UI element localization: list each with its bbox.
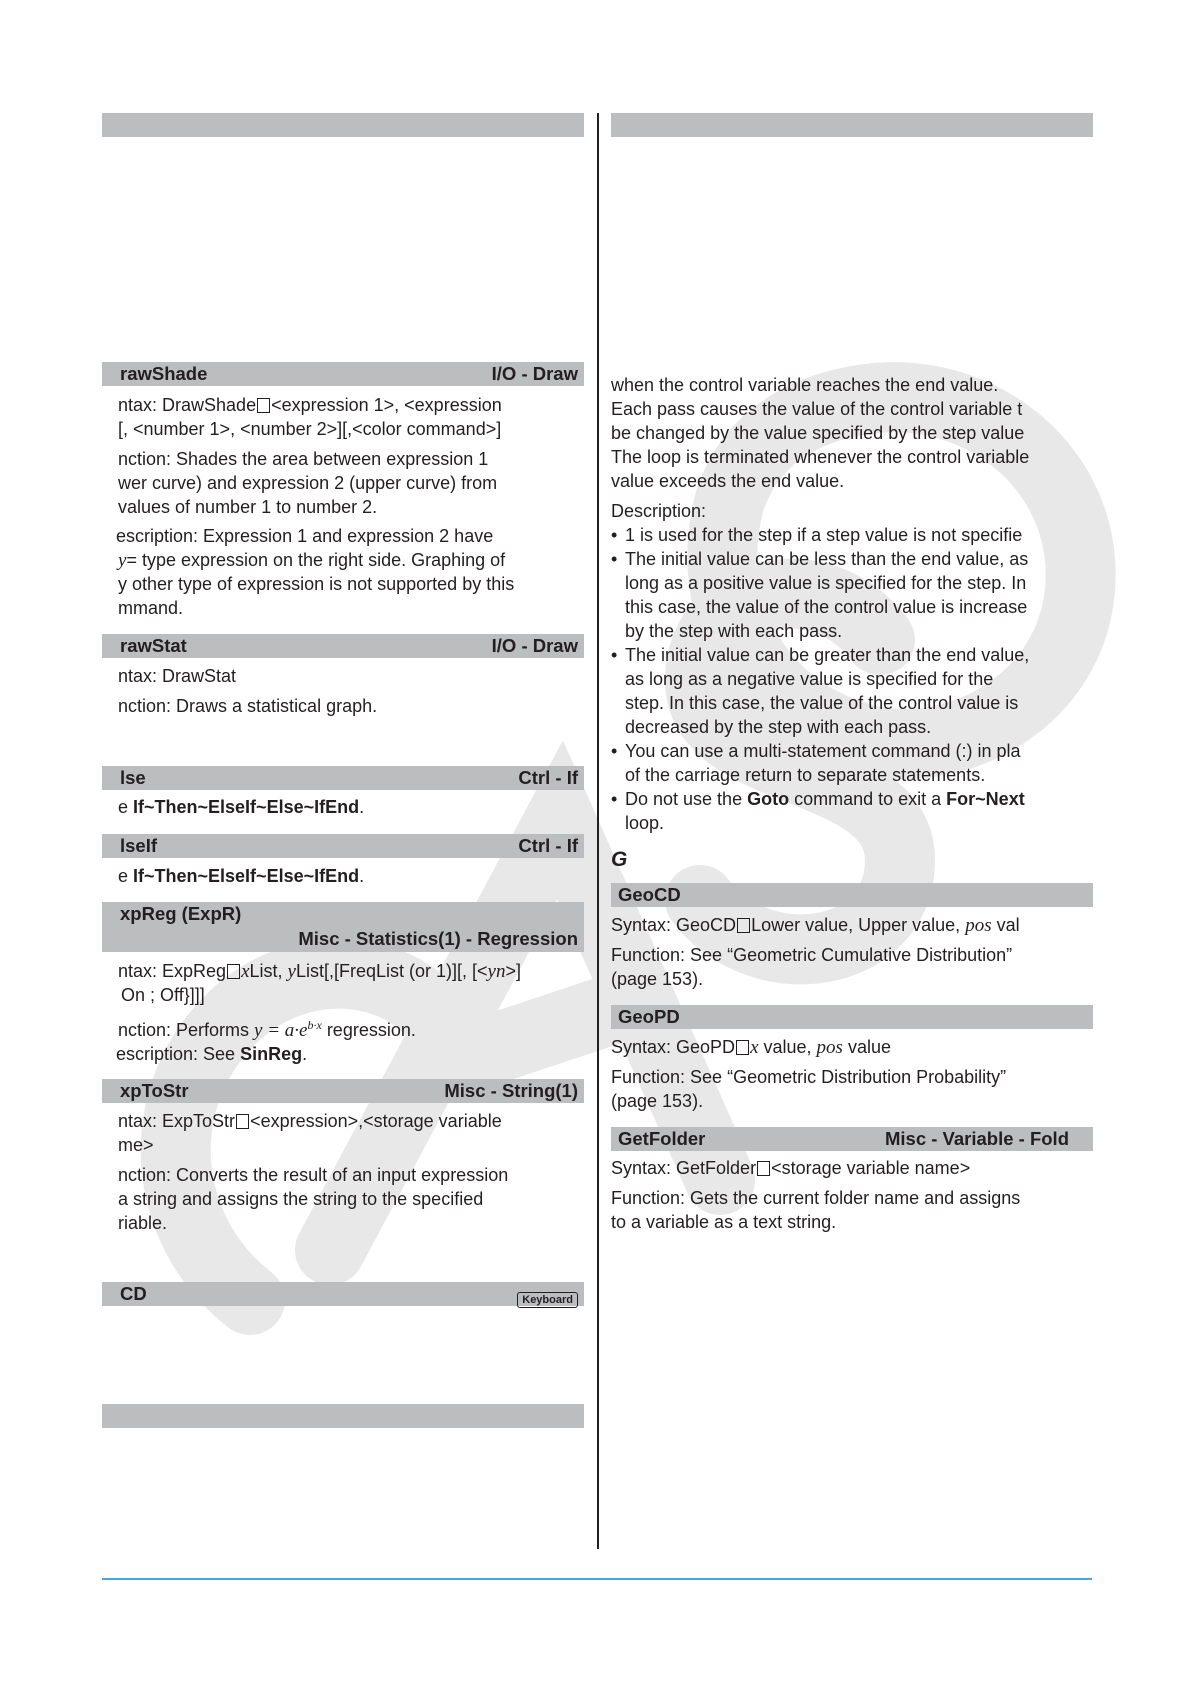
- bullet-item: • 1 is used for the step if a step value is not specifie: [611, 525, 1023, 545]
- function-line: Function: See “Geometric Distribution Probability”: [611, 1067, 1007, 1087]
- command-title: CD: [120, 1283, 147, 1304]
- keyboard-badge: Keyboard: [517, 1292, 578, 1308]
- function-line: Function: See “Geometric Cumulative Distribution”: [611, 945, 1013, 965]
- entry-header-drawstat: [102, 634, 584, 658]
- space-symbol-icon: [736, 1040, 749, 1055]
- function-line: nction: Converts the result of an input expression: [118, 1165, 509, 1185]
- space-symbol-icon: [227, 964, 240, 979]
- command-category: Misc - Variable - Fold: [884, 1128, 1069, 1149]
- syntax-line: On ; Off}]]]: [121, 985, 205, 1005]
- syntax-line: Syntax: GeoPD x value, pos value: [611, 1037, 891, 1058]
- entry-header-drawshade: [102, 362, 584, 386]
- description-line: escription: See SinReg.: [116, 1044, 308, 1064]
- body-line: be changed by the value specified by the step value: [611, 423, 1025, 443]
- space-symbol-icon: [236, 1114, 249, 1129]
- command-title: GeoPD: [618, 1006, 680, 1027]
- entry-header-getfolder: [611, 1127, 1093, 1151]
- bullet-item: • Do not use the Goto command to exit a For~Next: [611, 789, 1025, 809]
- entry-header-gcd: [102, 1282, 584, 1306]
- entry-header-expreg: [102, 902, 584, 952]
- command-category: I/O - Draw: [491, 363, 578, 384]
- bullet-continuation: long as a positive value is specified for the step. In: [625, 573, 1027, 593]
- entry-header-elseif: [102, 834, 584, 858]
- see-reference-line: e If~Then~ElseIf~Else~IfEnd.: [118, 866, 365, 886]
- function-line: nction: Draws a statistical graph.: [118, 696, 378, 716]
- space-symbol-icon: [737, 918, 750, 933]
- syntax-line: Syntax: GetFolder <storage variable name>: [611, 1158, 971, 1178]
- footer-rule: [102, 1578, 1092, 1580]
- entry-header-blank-top-right: [611, 113, 1093, 137]
- bullet-continuation: step. In this case, the value of the control value is: [625, 693, 1019, 713]
- command-title: xpToStr: [120, 1080, 189, 1101]
- bullet-continuation: loop.: [625, 813, 665, 833]
- syntax-line: ntax: DrawShade <expression 1>, <expression: [118, 395, 502, 415]
- function-line: values of number 1 to number 2.: [118, 497, 378, 517]
- bullet-item: • You can use a multi-statement command (:) in pla: [611, 741, 1021, 761]
- entry-header-geocd: [611, 883, 1093, 907]
- bullet-icon: •: [611, 549, 618, 569]
- bullet-icon: •: [611, 741, 618, 761]
- command-category: Misc - Statistics(1) - Regression: [298, 928, 578, 949]
- function-line: nction: Shades the area between expression 1: [118, 449, 489, 469]
- left-column: [102, 0, 584, 1684]
- bullet-continuation: this case, the value of the control value is increase: [625, 597, 1028, 617]
- command-title: xpReg (ExpR): [120, 903, 242, 924]
- command-category: Ctrl - If: [518, 767, 578, 788]
- function-line: (page 153).: [611, 1091, 704, 1111]
- description-line: escription: Expression 1 and expression 2 have: [116, 526, 494, 546]
- description-label: Description:: [611, 501, 707, 521]
- entry-header-else: [102, 766, 584, 790]
- description-line: y= type expression on the right side. Graphing of: [118, 550, 506, 571]
- entry-header-exptostr: [102, 1079, 584, 1103]
- entry-header-blank-top-left: [102, 113, 584, 137]
- syntax-line: ntax: ExpToStr <expression>,<storage variable: [118, 1111, 502, 1131]
- syntax-line: me>: [118, 1135, 154, 1155]
- command-category: Ctrl - If: [518, 835, 578, 856]
- space-symbol-icon: [257, 398, 270, 413]
- function-line: wer curve) and expression 2 (upper curve) from: [118, 473, 498, 493]
- syntax-line: ntax: DrawStat: [118, 666, 237, 686]
- description-line: mmand.: [118, 598, 184, 618]
- see-reference-line: e If~Then~ElseIf~Else~IfEnd.: [118, 797, 365, 817]
- command-title: lse: [120, 767, 146, 788]
- bullet-item: • The initial value can be greater than the end value,: [611, 645, 1030, 665]
- command-category: Misc - String(1): [444, 1080, 578, 1101]
- body-line: The loop is terminated whenever the control variable: [611, 447, 1030, 467]
- function-line: Function: Gets the current folder name and assigns: [611, 1188, 1021, 1208]
- function-line: (page 153).: [611, 969, 704, 989]
- bullet-continuation: as long as a negative value is specified for the: [625, 669, 994, 689]
- bullet-continuation: decreased by the step with each pass.: [625, 717, 932, 737]
- function-line: a string and assigns the string to the specified: [118, 1189, 484, 1209]
- function-line: riable.: [118, 1213, 168, 1233]
- bullet-icon: •: [611, 645, 618, 665]
- body-line: when the control variable reaches the end value.: [611, 375, 999, 395]
- bullet-item: • The initial value can be less than the end value, as: [611, 549, 1029, 569]
- command-title: GeoCD: [618, 884, 681, 905]
- body-line: Each pass causes the value of the control variable t: [611, 399, 1023, 419]
- space-symbol-icon: [757, 1161, 770, 1176]
- section-letter: G: [611, 848, 628, 871]
- bullet-continuation: by the step with each pass.: [625, 621, 843, 641]
- body-line: value exceeds the end value.: [611, 471, 845, 491]
- entry-header-geopd: [611, 1005, 1093, 1029]
- right-column: [611, 0, 1093, 1684]
- column-divider: [597, 113, 599, 1549]
- bullet-icon: •: [611, 789, 618, 809]
- function-line: to a variable as a text string.: [611, 1212, 837, 1232]
- function-line: nction: Performs $y = a\cdot e^{b\cdot x}$ regression.: [118, 1018, 416, 1041]
- bullet-continuation: of the carriage return to separate statements.: [625, 765, 986, 785]
- syntax-line: ntax: ExpReg xList, yList[,[FreqList (or 1)][, [<yn>]: [118, 961, 521, 982]
- description-line: y other type of expression is not supported by this: [118, 574, 515, 594]
- command-title: rawStat: [120, 635, 187, 656]
- syntax-line: [, <number 1>, <number 2>][,<color command>]: [118, 419, 502, 439]
- entry-header-blank-bottom-left: [102, 1404, 584, 1428]
- command-title: rawShade: [120, 363, 208, 384]
- command-title: lseIf: [120, 835, 158, 856]
- syntax-line: Syntax: GeoCD Lower value, Upper value, pos val: [611, 915, 1020, 936]
- bullet-icon: •: [611, 525, 618, 545]
- command-category: I/O - Draw: [491, 635, 578, 656]
- command-title: GetFolder: [618, 1128, 706, 1149]
